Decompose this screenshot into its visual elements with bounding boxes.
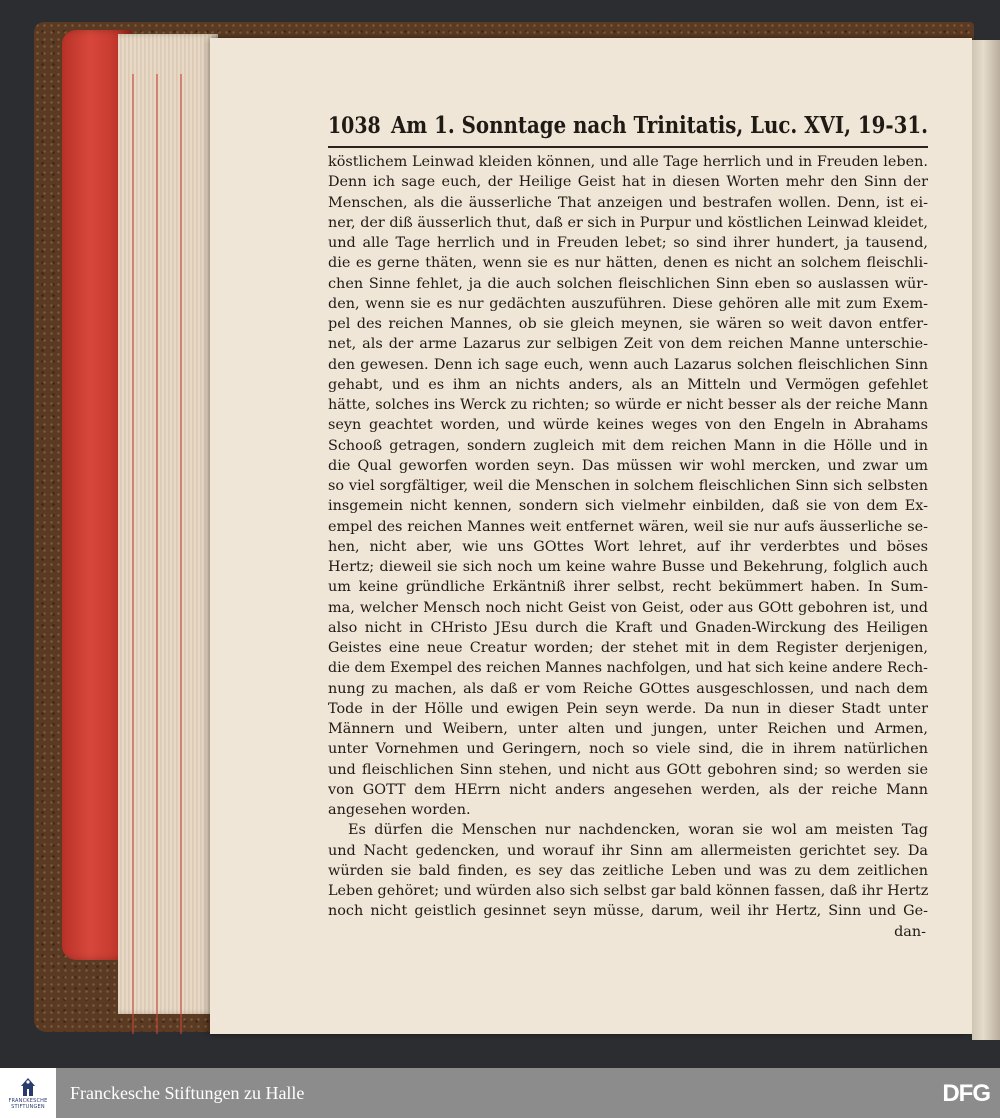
text-line: würden sie bald finden, es sey das zeitliche Leben und was zu dem zeitlichen <box>328 862 928 879</box>
text-line: und fleischlichen Sinn stehen, und nicht aus GOtt gebohren sind; so werden sie <box>328 761 928 778</box>
text-line: Schooß getragen, sondern zugleich mit dem reichen Mann in die Hölle und in <box>328 437 928 454</box>
text-line: die dem Exempel des reichen Mannes nachfolgen, und hat sich keine andere Rech- <box>328 660 928 677</box>
page-stack-line <box>156 74 158 1034</box>
text-line: und Nacht gedencken, und worauf ihr Sinn am allermeisten gerichtet sey. Da <box>328 842 928 859</box>
page-stack <box>118 34 218 1014</box>
running-head-title: Am 1. Sonntage nach Trinitatis, Luc. XVI, 19-31. <box>390 112 929 139</box>
viewer-footer <box>0 1068 1000 1118</box>
text-line: noch nicht geistlich gesinnet seyn müsse, darum, weil ihr Hertz, Sinn und Ge- <box>328 903 928 920</box>
dfg-logo[interactable]: DFG <box>942 1080 990 1107</box>
text-line: Menschen, als die äusserliche That anzeigen und bestrafen wollen. Denn, ist ei- <box>328 194 928 211</box>
text-line: hätte, solches ins Werck zu richten; so würde er nicht besser als der reiche Mann <box>328 397 928 413</box>
text-line: so viel sorgfältiger, weil die Menschen in solchem fleischlichen Sinn sich selbsten <box>328 478 928 494</box>
text-line: Männern und Weibern, unter alten und jungen, unter Reichen und Armen, <box>328 721 928 737</box>
page-stack-line <box>180 74 182 1034</box>
facing-page-edge <box>972 40 1000 1040</box>
text-line: Es dürfen die Menschen nur nachdencken, woran sie wol am meisten Tag <box>348 822 928 839</box>
text-line: angesehen worden. <box>328 802 471 818</box>
text-line: hen, nicht aber, wie uns GOttes Wort lehret, auf ihr verderbtes und böses <box>328 538 928 555</box>
text-line: die es gerne thäten, wenn sie es nur hätten, denen es nicht an solchem fleischli- <box>328 255 928 272</box>
page-stack-line <box>132 74 134 1034</box>
text-line: unter Vornehmen und Geringern, noch so viele sind, die in ihrem natürlichen <box>328 741 928 758</box>
catchword: dan- <box>894 923 926 940</box>
text-line: seyn geachtet worden, und würde keines weges von den Engeln in Abrahams <box>328 417 928 434</box>
text-line: nung zu machen, als daß er vom Reiche GOttes ausgeschlossen, und nach dem <box>328 680 928 697</box>
text-line: Denn ich sage euch, der Heilige Geist hat in diesen Worten mehr den Sinn der <box>328 174 928 191</box>
text-line: von GOTT dem HErrn nicht anders angesehen werden, als der reiche Mann <box>328 781 928 798</box>
text-line: ma, welcher Mensch noch nicht Geist von Geist, oder aus GOtt gebohren ist, und <box>328 599 928 616</box>
text-line: Leben gehöret; und würden also sich selbst gar bald können fassen, daß ihr Hertz <box>328 883 929 899</box>
text-line: Hertz; dieweil sie sich noch um keine wahre Busse und Bekehrung, folglich auch <box>328 559 928 575</box>
logo-caption-line-1: FRANCKESCHE <box>8 1098 48 1104</box>
page-number: 1038 <box>328 113 381 139</box>
logo-caption-line-2: STIFTUNGEN <box>11 1104 45 1110</box>
franckesche-stiftungen-icon <box>17 1076 39 1098</box>
text-line: ner, der diß äusserlich thut, daß er sich in Purpur und köstlichen Leinwad kleidet, <box>328 214 928 231</box>
logo-caption <box>8 1098 47 1110</box>
text-line: den gewesen. Denn ich sage euch, wenn auch Lazarus solchen fleischlichen Sinn <box>328 356 928 373</box>
text-line: die Qual geworfen worden seyn. Das müssen wir wohl mercken, und zwar um <box>328 457 928 474</box>
text-line: net, als der arme Lazarus zur selbigen Zeit von dem reichen Manne unterschie- <box>328 336 928 353</box>
header-rule <box>328 146 928 148</box>
text-line: Tode in der Hölle und ewigen Pein seyn werde. Da nun in dieser Stadt unter <box>328 700 928 717</box>
text-line: insgemein nicht kennen, sondern sich vielmehr einbilden, daß sie von dem Ex- <box>328 498 928 515</box>
text-line: um keine gründliche Erkäntniß ihrer selbst, recht bekümmert haben. In Sum- <box>328 579 928 596</box>
text-line: chen Sinne fehlet, ja die auch solchen fleischlichen Sinn eben so auslassen wür- <box>328 275 928 292</box>
institution-name[interactable]: Franckesche Stiftungen zu Halle <box>70 1082 305 1103</box>
institution-logo[interactable] <box>0 1068 56 1118</box>
text-line: also nicht in CHristo JEsu durch die Kraft und Gnaden-Wirckung des Heiligen <box>328 619 928 636</box>
text-line: köstlichem Leinwad kleiden können, und alle Tage herrlich und in Freuden leben. <box>328 154 928 170</box>
text-line: empel des reichen Mannes weit entfernet wären, weil sie nur aufs äusserliche se- <box>328 518 928 535</box>
text-line: Geistes eine neue Creatur worden; der stehet mit in dem Register derjenigen, <box>328 640 928 656</box>
text-line: den, wenn sie es nur gedächten auszuführen. Diese gehören alle mit zum Exem- <box>328 295 928 312</box>
text-line: gehabt, und es ihm an nichts anders, als an Mitteln und Vermögen gefehlet <box>328 376 928 393</box>
text-line: pel des reichen Mannes, ob sie gleich meynen, sie wären so weit davon entfer- <box>328 316 928 332</box>
text-line: und alle Tage herrlich und in Freuden lebet; so sind ihrer hundert, ja tausend, <box>328 235 928 251</box>
running-head <box>328 112 929 146</box>
body-text <box>328 152 928 942</box>
